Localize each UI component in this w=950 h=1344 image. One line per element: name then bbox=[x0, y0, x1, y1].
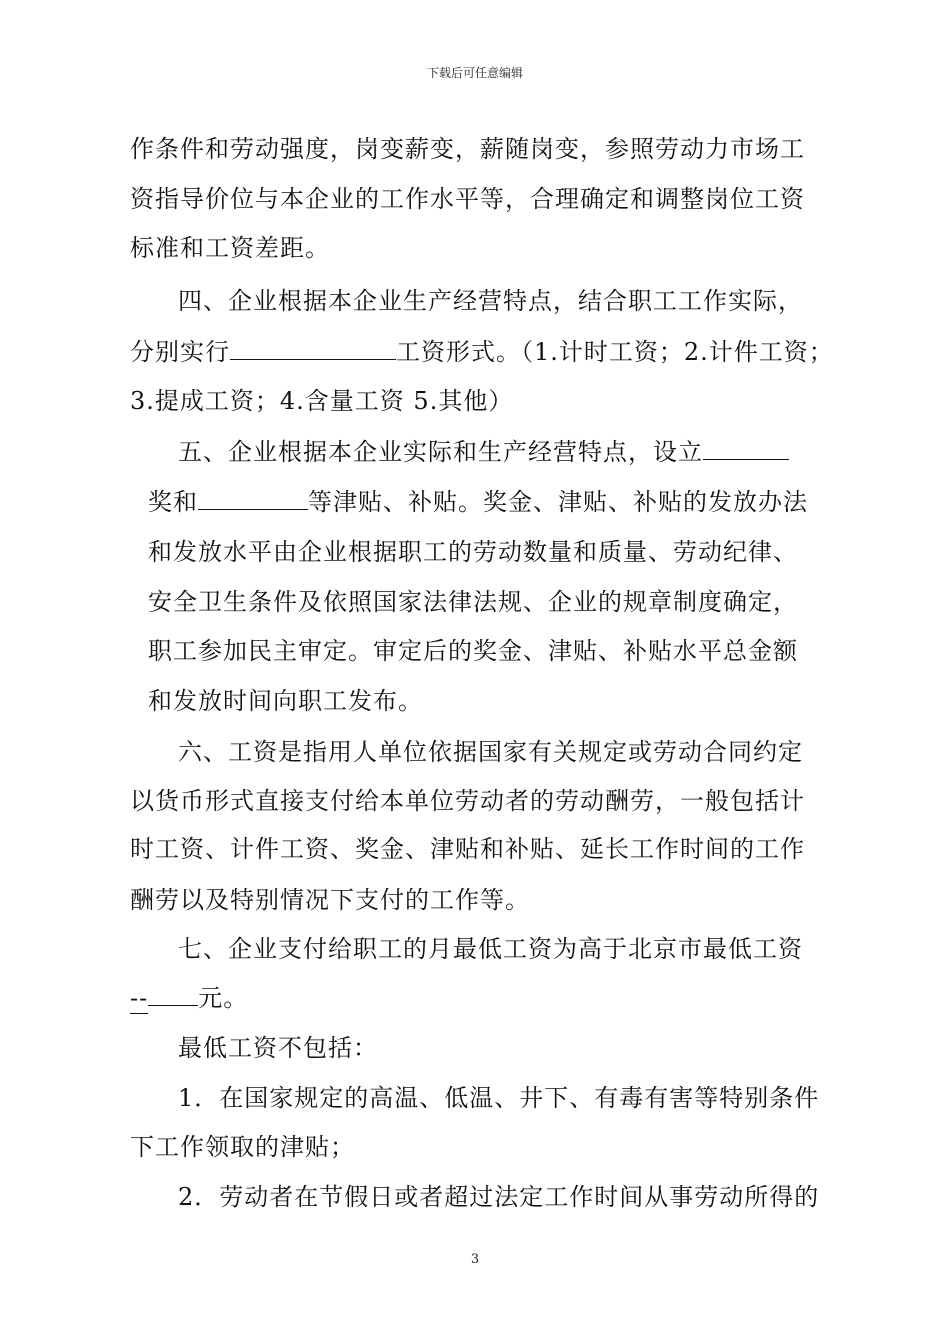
paragraph-line: 下工作领取的津贴； bbox=[130, 1133, 355, 1161]
paragraph-line bbox=[148, 487, 808, 517]
paragraph-line bbox=[178, 437, 789, 467]
paragraph-line bbox=[130, 337, 834, 367]
paragraph-line: 酬劳以及特别情况下支付的工作等。 bbox=[130, 886, 530, 914]
fill-in-blank bbox=[148, 983, 198, 1006]
line-text: 元。 bbox=[198, 984, 249, 1012]
header-note: 下载后可任意编辑 bbox=[426, 66, 523, 80]
paragraph-line: 标准和工资差距。 bbox=[130, 234, 330, 262]
fill-in-blank bbox=[703, 437, 789, 460]
line-text: 工资形式。（1.计时工资；2.计件工资； bbox=[396, 338, 834, 366]
paragraph-line: 1．在国家规定的高温、低温、井下、有毒有害等特别条件 bbox=[178, 1084, 820, 1112]
paragraph-line: 四、企业根据本企业生产经营特点，结合职工工作实际， bbox=[178, 287, 803, 315]
paragraph-line: 资指导价位与本企业的工作水平等，合理确定和调整岗位工资 bbox=[130, 185, 805, 213]
paragraph-line: 七、企业支付给职工的月最低工资为高于北京市最低工资 bbox=[178, 935, 803, 963]
paragraph-line: 3.提成工资；4.含量工资 5.其他） bbox=[130, 387, 514, 415]
paragraph-line: 最低工资不包括： bbox=[178, 1034, 378, 1062]
paragraph-line: 以货币形式直接支付给本单位劳动者的劳动酬劳，一般包括计 bbox=[130, 787, 805, 815]
line-text: 五、企业根据本企业实际和生产经营特点，设立 bbox=[178, 438, 703, 466]
fill-in-blank bbox=[198, 487, 308, 510]
line-text: 奖和 bbox=[148, 488, 198, 516]
paragraph-line: 2．劳动者在节假日或者超过法定工作时间从事劳动所得的 bbox=[178, 1183, 820, 1211]
fill-in-blank: -- bbox=[130, 984, 149, 1012]
fill-in-blank bbox=[230, 337, 396, 360]
paragraph-line: 六、工资是指用人单位依据国家有关规定或劳动合同约定 bbox=[178, 738, 803, 766]
paragraph-line bbox=[130, 983, 248, 1014]
paragraph-line: 和发放时间向职工发布。 bbox=[148, 687, 423, 715]
paragraph-line: 时工资、计件工资、奖金、津贴和补贴、延长工作时间的工作 bbox=[130, 835, 805, 863]
line-text: 分别实行 bbox=[130, 338, 230, 366]
page-number: 3 bbox=[470, 1252, 480, 1267]
paragraph-line: 安全卫生条件及依照国家法律法规、企业的规章制度确定， bbox=[148, 588, 798, 616]
paragraph-line: 作条件和劳动强度，岗变薪变，薪随岗变，参照劳动力市场工 bbox=[130, 135, 805, 163]
paragraph-line: 和发放水平由企业根据职工的劳动数量和质量、劳动纪律、 bbox=[148, 538, 798, 566]
paragraph-line: 职工参加民主审定。审定后的奖金、津贴、补贴水平总金额 bbox=[148, 637, 798, 665]
line-text: 等津贴、补贴。奖金、津贴、补贴的发放办法 bbox=[308, 488, 808, 516]
